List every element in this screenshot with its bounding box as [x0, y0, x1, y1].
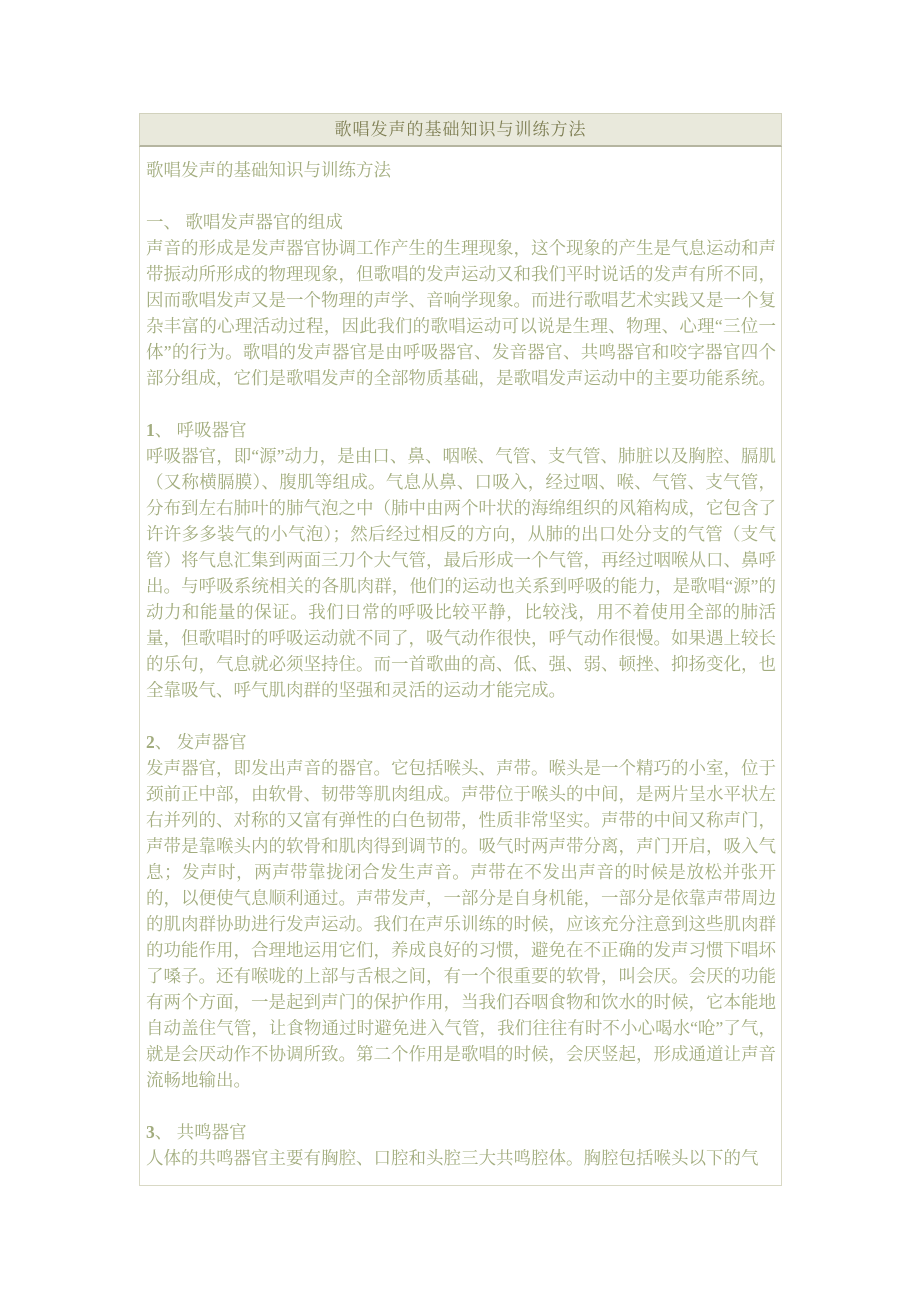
- table-header-row: [139, 113, 782, 147]
- section-title: 、 呼吸器官: [154, 420, 247, 440]
- table-body-cell: [139, 147, 782, 1186]
- document-title: 歌唱发声的基础知识与训练方法: [334, 120, 587, 139]
- section-breathing-organs: [146, 417, 776, 703]
- section-title: 、 共鸣器官: [154, 1122, 247, 1142]
- section-title: 、 发声器官: [154, 732, 247, 752]
- section-marker: 2: [146, 732, 155, 752]
- section-paragraph: 发声器官，即发出声音的器官。它包括喉头、声带。喉头是一个精巧的小室，位于颈前正中部，由软骨、韧带等肌肉组成。声带位于喉头的中间，是两片呈水平状左右并列的、对称的又富有弹性的白色韧带，性质非常坚实。声带的中间又称声门，声带是靠喉头内的软骨和肌肉得到调节的。吸气时两声带分离，声门开启，吸入气息；发声时，两声带靠拢闭合发生声音。声带在不发出声音的时候是放松并张开的，以便使气息顺利通过。声带发声，一部分是自身机能，一部分是依靠声带周边的肌肉群协助进行发声运动。我们在声乐训练的时候，应该充分注意到这些肌肉群的功能作用，合理地运用它们，养成良好的习惯，避免在不正确的发声习惯下唱坏了嗓子。还有喉咙的上部与舌根之间，有一个很重要的软骨，叫会厌。会厌的功能有两个方面，一是起到声门的保护作用，当我们吞咽食物和饮水的时候，它本能地自动盖住气管，让食物通过时避免进入气管，我们往往有时不小心喝水“呛”了气，就是会厌动作不协调所致。第二个作用是歌唱的时候，会厌竖起，形成通道让声音流畅地输出。: [146, 758, 776, 1090]
- section-marker: 一、: [146, 212, 181, 232]
- section-paragraph: 呼吸器官，即“源”动力，是由口、鼻、咽喉、气管、支气管、肺脏以及胸腔、膈肌（又称横膈膜）、腹肌等组成。气息从鼻、口吸入，经过咽、喉、气管、支气管，分布到左右肺叶的肺气泡之中（肺中由两个叶状的海绵组织的风箱构成，它包含了许许多多装气的小气泡）；然后经过相反的方向，从肺的出口处分支的气管（支气管）将气息汇集到两面三刀个大气管，最后形成一个气管，再经过咽喉从口、鼻呼出。与呼吸系统相关的各肌肉群，他们的运动也关系到呼吸的能力，是歌唱“源”的动力和能量的保证。我们日常的呼吸比较平静，比较浅，用不着使用全部的肺活量，但歌唱时的呼吸运动就不同了，吸气动作很快，呼气动作很慢。如果遇上较长的乐句，气息就必须坚持住。而一首歌曲的高、低、强、弱、顿挫、抑扬变化，也全靠吸气、呼气肌肉群的坚强和灵活的运动才能完成。: [146, 446, 776, 700]
- intro-line: 歌唱发声的基础知识与训练方法: [146, 160, 391, 180]
- section-vocal-organs: [146, 729, 776, 1093]
- section-organ-composition: [146, 209, 776, 391]
- section-heading: [146, 209, 776, 235]
- content-table: [139, 113, 782, 1186]
- section-marker: 1: [146, 420, 155, 440]
- section-paragraph: 人体的共鸣器官主要有胸腔、口腔和头腔三大共鸣腔体。胸腔包括喉头以下的气: [146, 1148, 759, 1168]
- section-heading: [146, 729, 776, 755]
- section-marker: 3: [146, 1122, 155, 1142]
- section-paragraph: 声音的形成是发声器官协调工作产生的生理现象，这个现象的产生是气息运动和声带振动所形成的物理现象，但歌唱的发声运动又和我们平时说话的发声有所不同，因而歌唱发声又是一个物理的声学、音响学现象。而进行歌唱艺术实践又是一个复杂丰富的心理活动过程，因此我们的歌唱运动可以说是生理、物理、心理“三位一体”的行为。歌唱的发声器官是由呼吸器官、发音器官、共鸣器官和咬字器官四个部分组成，它们是歌唱发声的全部物质基础，是歌唱发声运动中的主要功能系统。: [146, 238, 776, 388]
- section-resonance-organs: [146, 1119, 776, 1171]
- section-heading: [146, 417, 776, 443]
- section-heading: [146, 1119, 776, 1145]
- section-title: 歌唱发声器官的组成: [181, 212, 343, 232]
